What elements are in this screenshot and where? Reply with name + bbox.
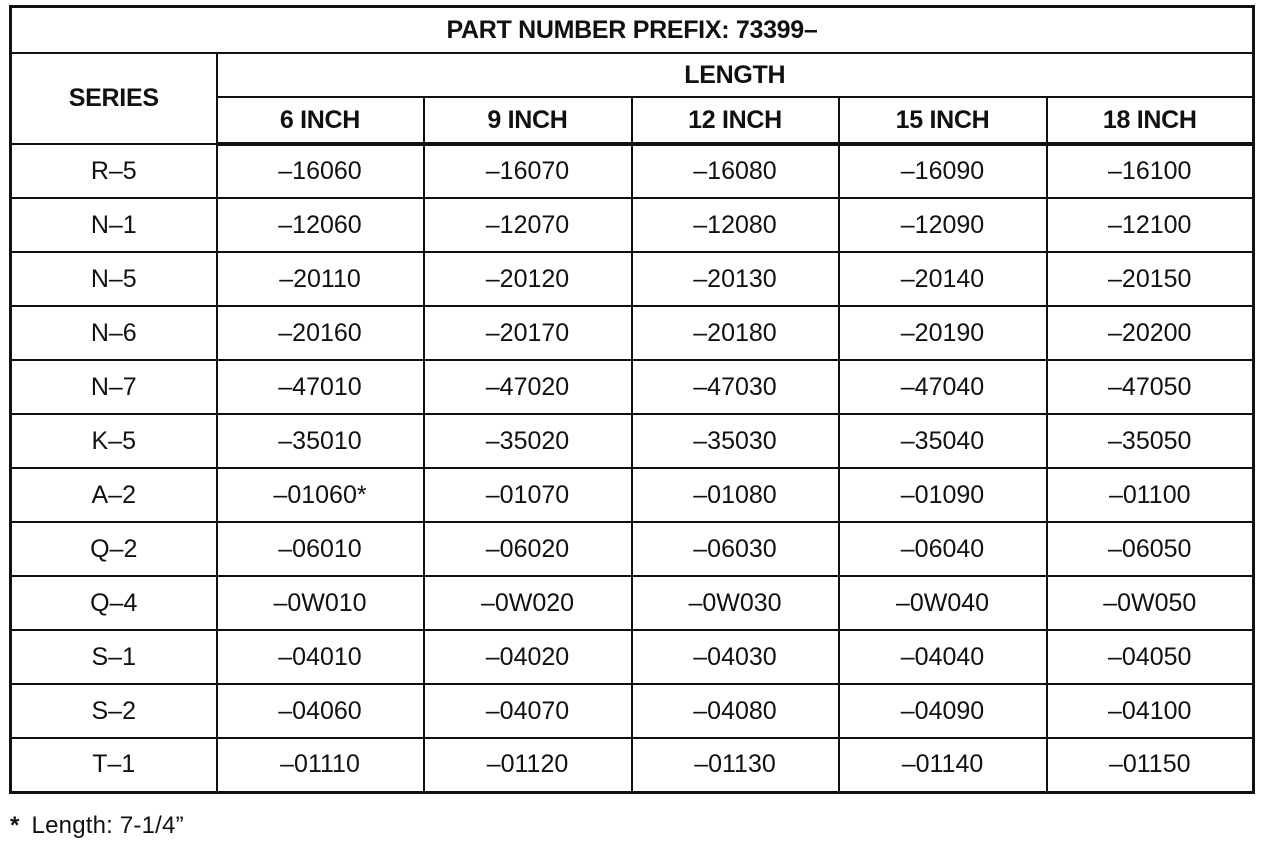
part-number-cell: –04030 [632, 630, 839, 684]
series-cell: A–2 [11, 468, 217, 522]
part-number-cell: –0W050 [1047, 576, 1254, 630]
part-number-cell: –06020 [424, 522, 632, 576]
part-number-cell: –20160 [217, 306, 424, 360]
series-cell: Q–2 [11, 522, 217, 576]
series-cell: N–6 [11, 306, 217, 360]
part-number-cell: –0W040 [839, 576, 1047, 630]
part-number-cell: –0W010 [217, 576, 424, 630]
series-cell: S–1 [11, 630, 217, 684]
part-number-cell: –01130 [632, 738, 839, 792]
part-number-cell: –06040 [839, 522, 1047, 576]
part-number-cell: –01120 [424, 738, 632, 792]
part-number-cell: –35020 [424, 414, 632, 468]
footnote-marker: * [10, 812, 20, 839]
part-number-cell: –04070 [424, 684, 632, 738]
part-number-cell: –04080 [632, 684, 839, 738]
part-number-cell: –12090 [839, 198, 1047, 252]
series-cell: K–5 [11, 414, 217, 468]
part-number-cell: –06010 [217, 522, 424, 576]
part-number-cell: –04040 [839, 630, 1047, 684]
length-column-header: 12 INCH [632, 97, 839, 144]
part-number-cell: –16100 [1047, 144, 1254, 198]
part-number-cell: –04100 [1047, 684, 1254, 738]
part-number-cell: –35040 [839, 414, 1047, 468]
part-number-cell: –35010 [217, 414, 424, 468]
part-number-cell: –04090 [839, 684, 1047, 738]
series-cell: T–1 [11, 738, 217, 792]
table-row [11, 630, 1254, 684]
part-number-cell: –16080 [632, 144, 839, 198]
part-number-cell: –47020 [424, 360, 632, 414]
part-number-cell: –06030 [632, 522, 839, 576]
length-column-header: 9 INCH [424, 97, 632, 144]
table-row [11, 144, 1254, 198]
series-cell: R–5 [11, 144, 217, 198]
part-number-cell: –01060* [217, 468, 424, 522]
part-number-cell: –20190 [839, 306, 1047, 360]
part-number-cell: –16090 [839, 144, 1047, 198]
table-row [11, 576, 1254, 630]
table-row [11, 468, 1254, 522]
table-row [11, 306, 1254, 360]
prefix-row [11, 7, 1254, 54]
part-number-cell: –16060 [217, 144, 424, 198]
part-number-cell: –35030 [632, 414, 839, 468]
table-row [11, 252, 1254, 306]
part-number-cell: –01080 [632, 468, 839, 522]
part-number-cell: –35050 [1047, 414, 1254, 468]
table-row [11, 522, 1254, 576]
part-number-cell: –20140 [839, 252, 1047, 306]
series-cell: N–5 [11, 252, 217, 306]
part-number-cell: –12080 [632, 198, 839, 252]
footnote [10, 812, 184, 840]
part-number-cell: –01100 [1047, 468, 1254, 522]
part-number-cell: –47040 [839, 360, 1047, 414]
series-cell: Q–4 [11, 576, 217, 630]
part-number-table [9, 5, 1255, 794]
part-number-cell: –01090 [839, 468, 1047, 522]
part-number-cell: –06050 [1047, 522, 1254, 576]
table-row [11, 684, 1254, 738]
part-number-cell: –20180 [632, 306, 839, 360]
table-title: PART NUMBER PREFIX: 73399– [11, 7, 1254, 54]
part-number-cell: –04010 [217, 630, 424, 684]
series-cell: N–1 [11, 198, 217, 252]
table-row [11, 414, 1254, 468]
table-body [11, 144, 1254, 792]
part-number-cell: –16070 [424, 144, 632, 198]
part-number-cell: –12100 [1047, 198, 1254, 252]
length-group-header: LENGTH [217, 53, 1254, 97]
part-number-cell: –20110 [217, 252, 424, 306]
series-cell: S–2 [11, 684, 217, 738]
length-column-header: 6 INCH [217, 97, 424, 144]
part-number-cell: –20200 [1047, 306, 1254, 360]
series-column-header: SERIES [11, 53, 217, 144]
footnote-text: Length: 7-1/4” [31, 812, 184, 839]
part-number-cell: –04020 [424, 630, 632, 684]
series-cell: N–7 [11, 360, 217, 414]
part-number-cell: –20120 [424, 252, 632, 306]
table-row [11, 738, 1254, 792]
part-number-cell: –47050 [1047, 360, 1254, 414]
part-number-cell: –01150 [1047, 738, 1254, 792]
part-number-cell: –47030 [632, 360, 839, 414]
table-row [11, 360, 1254, 414]
part-number-cell: –04050 [1047, 630, 1254, 684]
part-number-cell: –20170 [424, 306, 632, 360]
part-number-cell: –0W030 [632, 576, 839, 630]
part-number-cell: –47010 [217, 360, 424, 414]
part-number-cell: –01070 [424, 468, 632, 522]
part-number-cell: –20150 [1047, 252, 1254, 306]
part-number-cell: –0W020 [424, 576, 632, 630]
length-header-row [11, 53, 1254, 97]
part-number-cell: –12060 [217, 198, 424, 252]
length-column-header: 18 INCH [1047, 97, 1254, 144]
length-column-header: 15 INCH [839, 97, 1047, 144]
part-number-cell: –01140 [839, 738, 1047, 792]
part-number-cell: –01110 [217, 738, 424, 792]
table-row [11, 198, 1254, 252]
part-number-cell: –12070 [424, 198, 632, 252]
part-number-cell: –04060 [217, 684, 424, 738]
part-number-cell: –20130 [632, 252, 839, 306]
